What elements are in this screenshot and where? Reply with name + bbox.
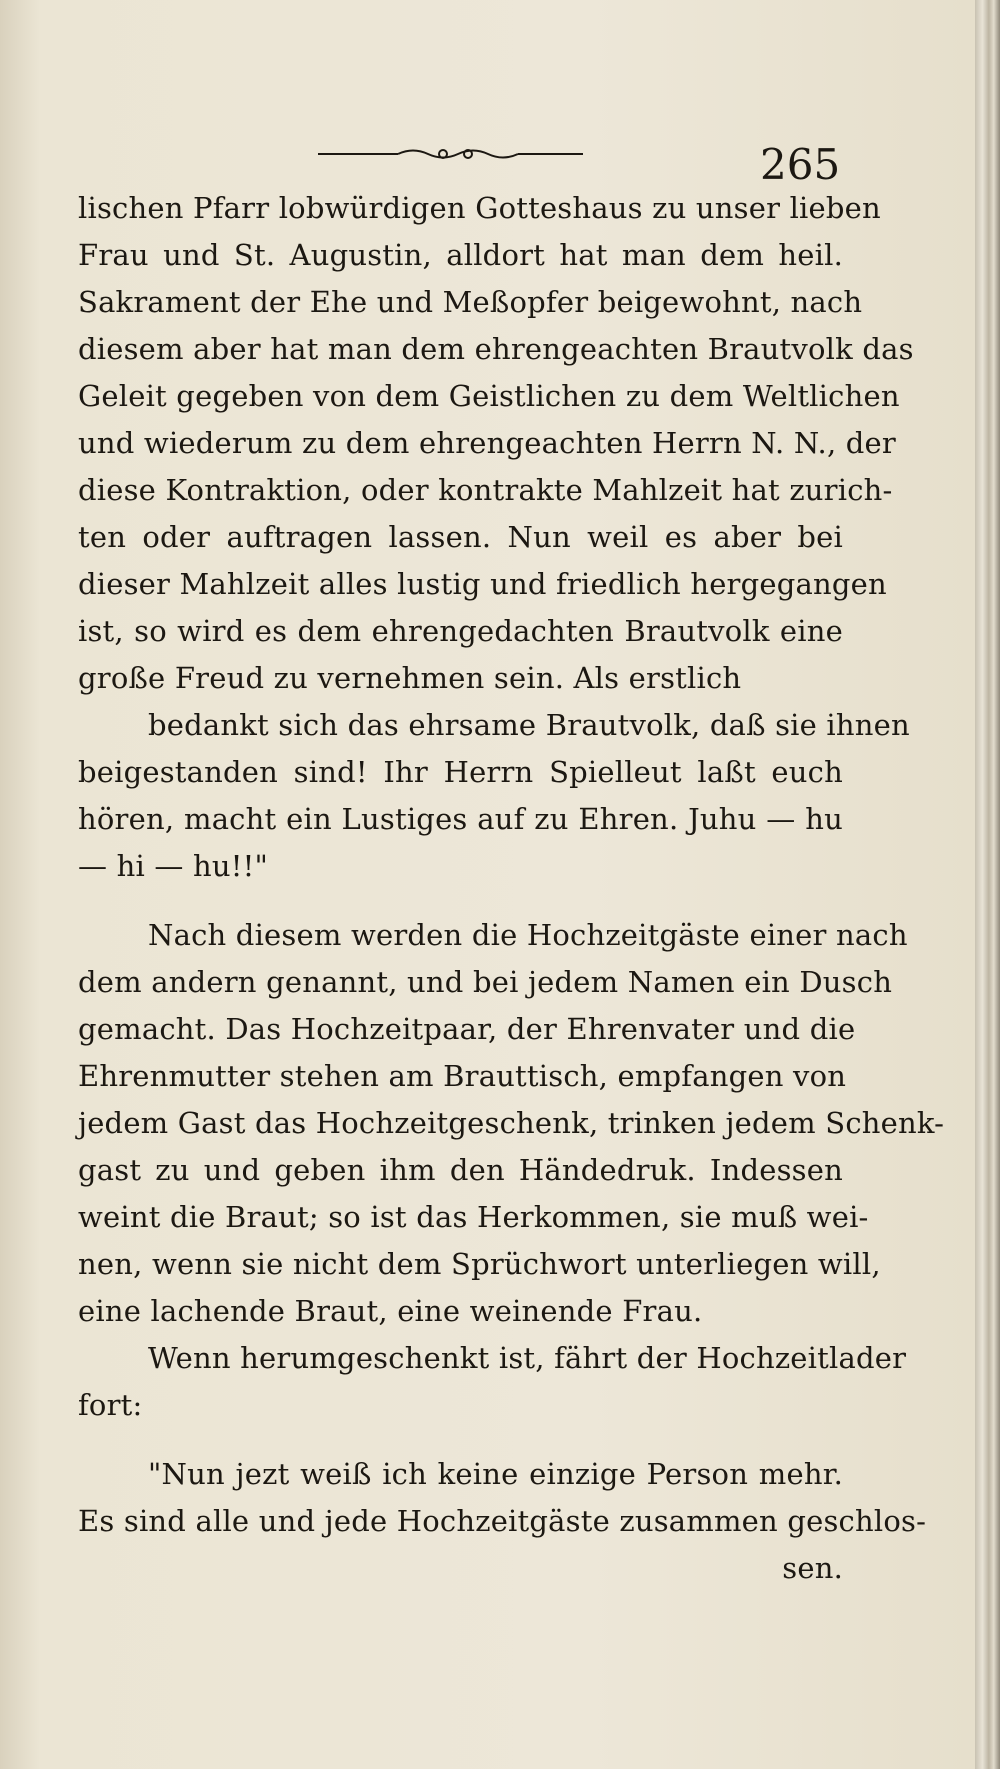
text-line: nen, wenn sie nicht dem Sprüchwort unterliegen will, bbox=[78, 1247, 881, 1281]
text-line: beigestanden sind! Ihr Herrn Spielleut laßt euch bbox=[78, 755, 843, 789]
text-line: weint die Braut; so ist das Herkommen, sie muß wei- bbox=[78, 1200, 869, 1234]
text-line: gemacht. Das Hochzeitpaar, der Ehrenvater und die bbox=[78, 1012, 856, 1046]
text-line: gast zu und geben ihm den Händedruk. Indessen bbox=[78, 1153, 843, 1187]
text-line: Geleit gegeben von dem Geistlichen zu dem Weltlichen bbox=[78, 379, 900, 413]
text-line: Frau und St. Augustin, alldort hat man dem heil. bbox=[78, 238, 843, 272]
text-line: und wiederum zu dem ehrengeachten Herrn N. N., der bbox=[78, 426, 896, 460]
text-line: fort: bbox=[78, 1388, 143, 1422]
page-number: 265 bbox=[760, 140, 841, 189]
book-page-edges bbox=[975, 0, 1000, 1769]
body-text bbox=[78, 185, 945, 1592]
text-line: "Nun jezt weiß ich keine einzige Person mehr. bbox=[148, 1457, 843, 1491]
text-line: Es sind alle und jede Hochzeitgäste zusammen geschlos- bbox=[78, 1504, 927, 1538]
text-line: diesem aber hat man dem ehrengeachten Brautvolk das bbox=[78, 332, 914, 366]
text-line: diese Kontraktion, oder kontrakte Mahlzeit hat zurich- bbox=[78, 473, 893, 507]
text-line: — hi — hu!!" bbox=[78, 849, 269, 883]
text-line: dieser Mahlzeit alles lustig und friedlich hergegangen bbox=[78, 567, 887, 601]
text-line: bedankt sich das ehrsame Brautvolk, daß sie ihnen bbox=[148, 708, 910, 742]
text-line: Wenn herumgeschenkt ist, fährt der Hochzeitlader bbox=[148, 1341, 907, 1375]
text-line: ten oder auftragen lassen. Nun weil es aber bei bbox=[78, 520, 843, 554]
decorative-rule-icon bbox=[318, 143, 583, 165]
text-line: große Freud zu vernehmen sein. Als erstlich bbox=[78, 661, 742, 695]
text-line: lischen Pfarr lobwürdigen Gotteshaus zu unser lieben bbox=[78, 191, 881, 225]
text-line: ist, so wird es dem ehrengedachten Brautvolk eine bbox=[78, 614, 843, 648]
text-line: hören, macht ein Lustiges auf zu Ehren. Juhu — hu bbox=[78, 802, 843, 836]
text-line: eine lachende Braut, eine weinende Frau. bbox=[78, 1294, 703, 1328]
text-line: Sakrament der Ehe und Meßopfer beigewohnt, nach bbox=[78, 285, 863, 319]
text-line: Nach diesem werden die Hochzeitgäste einer nach bbox=[148, 918, 908, 952]
text-line: Ehrenmutter stehen am Brauttisch, empfangen von bbox=[78, 1059, 847, 1093]
text-line: dem andern genannt, und bei jedem Namen ein Dusch bbox=[78, 965, 893, 999]
text-line: sen. bbox=[782, 1551, 843, 1585]
text-line: jedem Gast das Hochzeitgeschenk, trinken jedem Schenk- bbox=[78, 1106, 945, 1140]
